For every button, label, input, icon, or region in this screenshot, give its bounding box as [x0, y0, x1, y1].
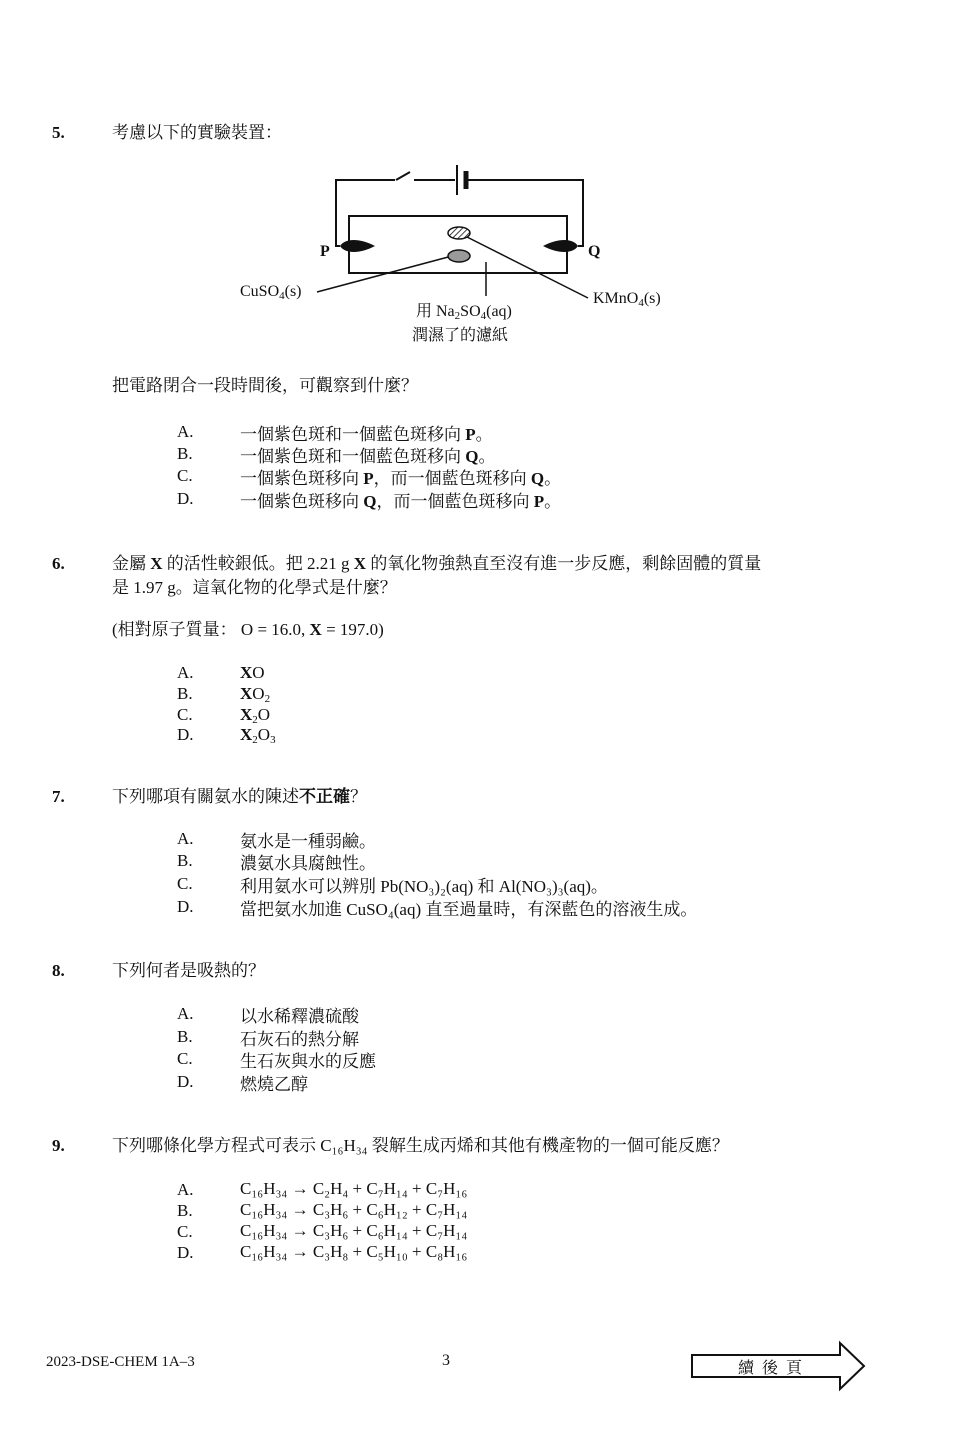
q5-option-d-text: 一個紫色斑移向 Q，而一個藍色斑移向 P。 — [240, 492, 562, 511]
q7-stem: 下列哪項有關氨水的陳述不正確？ — [112, 787, 367, 806]
q8-option-b-text: 石灰石的熱分解 — [240, 1030, 359, 1049]
q7-option-d-text: 當把氨水加進 CuSO₄(aq) 直至過量時，有深藍色的溶液生成。 — [240, 900, 698, 919]
page-number: 3 — [442, 1352, 450, 1369]
q8-option-a-label: A. — [177, 1004, 194, 1023]
q6-option-c-label: C. — [177, 705, 193, 724]
q6-option-d-text: $X_2O_3$ — [240, 725, 276, 746]
q9-option-b-text: C₁₆H₃₄ → C₃H₆ + C₆H₁₂ + C₇H₁₄ — [240, 1200, 468, 1219]
q9-option-c-text: C₁₆H₃₄ → C₃H₆ + C₆H₁₄ + C₇H₁₄ — [240, 1221, 468, 1240]
q5-option-a-text: 一個紫色斑和一個藍色斑移向 P。 — [240, 425, 493, 444]
q6-stem-line1: 金屬 X 的活性較銀低。把 2.21 g X 的氧化物強熱直至沒有進一步反應，剩餘固體的質量 — [112, 554, 762, 573]
filter-paper — [349, 216, 567, 273]
q7-option-c-label: C. — [177, 874, 193, 893]
electrode-p — [340, 240, 375, 252]
q8-number: 8. — [52, 961, 65, 980]
q7-number: 7. — [52, 787, 65, 806]
electrode-q-label: Q — [588, 243, 601, 260]
q8-option-a-text: 以水稀釋濃硫酸 — [240, 1007, 359, 1026]
electrode-p-label: P — [320, 243, 330, 260]
q6-option-b-text: $XO_2$ — [240, 684, 271, 705]
q7-option-a-label: A. — [177, 829, 194, 848]
q9-option-a-text: C₁₆H₃₄ → C₂H₄ + C₇H₁₄ + C₇H₁₆ — [240, 1179, 468, 1198]
q5-option-c-label: C. — [177, 466, 193, 485]
circuit-wire-right — [468, 180, 583, 246]
q8-option-c-label: C. — [177, 1049, 193, 1068]
kmno4-label: KMnO$_4$(s) — [593, 290, 661, 309]
q7-option-c-text: 利用氨水可以辨別 Pb(NO₃)₂(aq) 和 Al(NO₃)₃(aq)。 — [240, 877, 608, 896]
circuit-wire-left — [336, 180, 395, 246]
q8-option-b-label: B. — [177, 1027, 193, 1046]
paper-code: 2023-DSE-CHEM 1A–3 — [46, 1354, 195, 1370]
q7-option-d-label: D. — [177, 897, 194, 916]
q5-stem: 考慮以下的實驗裝置： — [112, 123, 282, 142]
continue-label: 續 後 頁 — [738, 1360, 805, 1377]
q8-stem: 下列何者是吸熱的？ — [112, 961, 265, 980]
q6-option-a-text: XO — [240, 663, 265, 682]
q9-number: 9. — [52, 1136, 65, 1155]
kmno4-spot — [448, 227, 470, 239]
q9-option-d-text: C₁₆H₃₄ → C₃H₈ + C₅H₁₀ + C₈H₁₆ — [240, 1242, 468, 1261]
q9-option-d-label: D. — [177, 1243, 194, 1262]
q6-relative-atomic-mass: (相對原子質量： O = 16.0, X = 197.0) — [112, 620, 384, 639]
q9-option-b-label: B. — [177, 1201, 193, 1220]
cuso4-spot — [448, 250, 470, 262]
q8-option-d-text: 燃燒乙醇 — [240, 1075, 308, 1094]
q6-stem-line2: 是 1.97 g。這氧化物的化學式是什麼？ — [112, 578, 397, 597]
q5-question: 把電路閉合一段時間後，可觀察到什麼？ — [112, 376, 418, 395]
switch-lever — [396, 172, 410, 180]
q5-option-b-label: B. — [177, 444, 193, 463]
q9-stem: 下列哪條化學方程式可表示 C₁₆H₃₄ 裂解生成丙烯和其他有機產物的一個可能反應？ — [112, 1136, 729, 1155]
q7-option-b-label: B. — [177, 851, 193, 870]
q5-option-d-label: D. — [177, 489, 194, 508]
filter-paper-label-line1: 用 $Na_2SO_4(aq)$ — [416, 303, 512, 322]
q7-option-b-text: 濃氨水具腐蝕性。 — [240, 854, 376, 873]
q6-option-c-text: $X_2O$ — [240, 705, 271, 726]
q9-option-a-label: A. — [177, 1180, 194, 1199]
filter-paper-label-line2: 潤濕了的濾紙 — [412, 327, 509, 344]
q6-number: 6. — [52, 554, 65, 573]
q6-option-d-label: D. — [177, 725, 194, 744]
q7-option-a-text: 氨水是一種弱鹼。 — [240, 832, 376, 851]
q8-option-c-text: 生石灰與水的反應 — [240, 1052, 376, 1071]
q8-option-d-label: D. — [177, 1072, 194, 1091]
q9-option-c-label: C. — [177, 1222, 193, 1241]
q5-option-b-text: 一個紫色斑和一個藍色斑移向 Q。 — [240, 447, 496, 466]
q5-option-a-label: A. — [177, 422, 194, 441]
q6-option-b-label: B. — [177, 684, 193, 703]
cuso4-label: CuSO$_4$(s) — [240, 283, 302, 302]
q5-option-c-text: 一個紫色斑移向 P，而一個藍色斑移向 Q。 — [240, 469, 562, 488]
electrode-q — [543, 240, 578, 252]
q5-number: 5. — [52, 123, 65, 142]
q6-option-a-label: A. — [177, 663, 194, 682]
